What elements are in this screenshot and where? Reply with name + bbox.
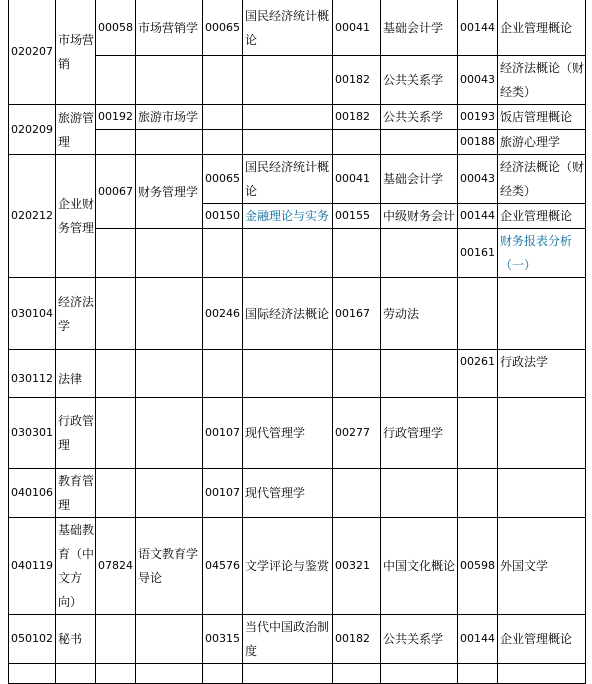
course-code: 00065 <box>203 0 243 56</box>
empty-cell <box>136 130 203 155</box>
course-code: 00043 <box>458 155 498 204</box>
table-row <box>9 664 586 684</box>
empty-cell <box>381 130 458 155</box>
table-row <box>9 56 586 105</box>
course-name: 国民经济统计概论 <box>243 155 333 204</box>
table-row <box>9 130 586 155</box>
course-link[interactable]: 金融理论与实务 <box>243 204 333 229</box>
major-code: 030301 <box>9 398 56 469</box>
major-name: 教育管理 <box>56 469 96 518</box>
empty-cell <box>381 350 458 398</box>
empty-cell <box>333 469 381 518</box>
course-code: 00182 <box>333 105 381 130</box>
empty-cell <box>333 664 381 684</box>
empty-cell <box>333 130 381 155</box>
empty-cell <box>96 615 136 664</box>
empty-cell <box>96 229 136 278</box>
course-code: 00041 <box>333 155 381 204</box>
empty-cell <box>498 469 586 518</box>
empty-cell <box>243 105 333 130</box>
table-row <box>9 105 586 130</box>
course-name: 基础会计学 <box>381 155 458 204</box>
course-name: 现代管理学 <box>243 398 333 469</box>
course-code: 00144 <box>458 0 498 56</box>
course-name: 外国文学 <box>498 518 586 615</box>
course-code: 00167 <box>333 278 381 350</box>
course-code: 00188 <box>458 130 498 155</box>
empty-cell <box>136 56 203 105</box>
course-name: 现代管理学 <box>243 469 333 518</box>
empty-cell <box>458 469 498 518</box>
course-name: 当代中国政治制度 <box>243 615 333 664</box>
empty-cell <box>203 130 243 155</box>
empty-cell <box>381 229 458 278</box>
course-code: 00041 <box>333 0 381 56</box>
empty-cell <box>381 664 458 684</box>
table-row <box>9 229 586 278</box>
major-code: 020212 <box>9 155 56 278</box>
major-name: 基础教育（中文方向） <box>56 518 96 615</box>
course-name: 行政法学 <box>498 350 586 398</box>
course-name: 旅游市场学 <box>136 105 203 130</box>
empty-cell <box>56 664 96 684</box>
course-name: 经济法概论（财经类） <box>498 56 586 105</box>
course-name: 旅游心理学 <box>498 130 586 155</box>
empty-cell <box>136 350 203 398</box>
course-name: 公共关系学 <box>381 105 458 130</box>
table-row <box>9 0 586 56</box>
table-row <box>9 350 586 398</box>
empty-cell <box>498 664 586 684</box>
course-code: 00144 <box>458 204 498 229</box>
course-code: 00043 <box>458 56 498 105</box>
empty-cell <box>96 350 136 398</box>
empty-cell <box>96 278 136 350</box>
empty-cell <box>458 664 498 684</box>
course-code: 00261 <box>458 350 498 398</box>
empty-cell <box>136 398 203 469</box>
course-name: 国际经济法概论 <box>243 278 333 350</box>
course-name: 中国文化概论 <box>381 518 458 615</box>
empty-cell <box>96 469 136 518</box>
course-name: 语文教育学导论 <box>136 518 203 615</box>
empty-cell <box>333 229 381 278</box>
course-name: 公共关系学 <box>381 615 458 664</box>
empty-cell <box>243 56 333 105</box>
course-link[interactable]: 财务报表分析（一） <box>498 229 586 278</box>
empty-cell <box>203 229 243 278</box>
course-code: 00067 <box>96 155 136 229</box>
empty-cell <box>9 664 56 684</box>
empty-cell <box>243 229 333 278</box>
empty-cell <box>136 278 203 350</box>
major-code: 030104 <box>9 278 56 350</box>
major-code: 020207 <box>9 0 56 105</box>
course-name: 国民经济统计概论 <box>243 0 333 56</box>
empty-cell <box>243 664 333 684</box>
major-code: 040119 <box>9 518 56 615</box>
course-code: 00598 <box>458 518 498 615</box>
empty-cell <box>333 350 381 398</box>
course-code: 00321 <box>333 518 381 615</box>
empty-cell <box>498 278 586 350</box>
empty-cell <box>203 350 243 398</box>
empty-cell <box>243 350 333 398</box>
course-code: 04576 <box>203 518 243 615</box>
course-code: 07824 <box>96 518 136 615</box>
course-code: 00107 <box>203 469 243 518</box>
empty-cell <box>96 130 136 155</box>
empty-cell <box>203 56 243 105</box>
course-name: 中级财务会计 <box>381 204 458 229</box>
empty-cell <box>243 130 333 155</box>
empty-cell <box>203 105 243 130</box>
table-row <box>9 398 586 469</box>
empty-cell <box>136 469 203 518</box>
major-name: 法律 <box>56 350 96 398</box>
table-row <box>9 469 586 518</box>
course-code: 00107 <box>203 398 243 469</box>
major-code: 020209 <box>9 105 56 155</box>
major-name: 秘书 <box>56 615 96 664</box>
course-name: 经济法概论（财经类） <box>498 155 586 204</box>
course-code: 00065 <box>203 155 243 204</box>
major-name: 行政管理 <box>56 398 96 469</box>
course-name: 基础会计学 <box>381 0 458 56</box>
course-code: 00144 <box>458 615 498 664</box>
empty-cell <box>136 615 203 664</box>
course-name: 公共关系学 <box>381 56 458 105</box>
course-code: 00058 <box>96 0 136 56</box>
course-name: 财务管理学 <box>136 155 203 229</box>
empty-cell <box>96 56 136 105</box>
course-code: 00182 <box>333 56 381 105</box>
exam-schedule-table-wrapper <box>8 0 586 684</box>
major-code: 050102 <box>9 615 56 664</box>
course-code: 00315 <box>203 615 243 664</box>
course-name: 市场营销学 <box>136 0 203 56</box>
empty-cell <box>498 398 586 469</box>
course-code: 00277 <box>333 398 381 469</box>
table-row <box>9 278 586 350</box>
major-name: 企业财务管理 <box>56 155 96 278</box>
table-row <box>9 615 586 664</box>
course-code: 00155 <box>333 204 381 229</box>
empty-cell <box>136 664 203 684</box>
empty-cell <box>136 229 203 278</box>
exam-schedule-table <box>8 0 586 684</box>
major-name: 旅游管理 <box>56 105 96 155</box>
course-code: 00161 <box>458 229 498 278</box>
course-name: 企业管理概论 <box>498 0 586 56</box>
major-code: 030112 <box>9 350 56 398</box>
course-code: 00246 <box>203 278 243 350</box>
course-name: 行政管理学 <box>381 398 458 469</box>
course-name: 文学评论与鉴赏 <box>243 518 333 615</box>
course-name: 企业管理概论 <box>498 204 586 229</box>
course-name: 饭店管理概论 <box>498 105 586 130</box>
course-code: 00182 <box>333 615 381 664</box>
course-name: 劳动法 <box>381 278 458 350</box>
course-code: 00150 <box>203 204 243 229</box>
course-code: 00193 <box>458 105 498 130</box>
empty-cell <box>458 398 498 469</box>
empty-cell <box>458 278 498 350</box>
major-name: 经济法学 <box>56 278 96 350</box>
empty-cell <box>96 664 136 684</box>
table-row <box>9 518 586 615</box>
empty-cell <box>96 398 136 469</box>
empty-cell <box>381 469 458 518</box>
major-name: 市场营销 <box>56 0 96 105</box>
course-name: 企业管理概论 <box>498 615 586 664</box>
empty-cell <box>203 664 243 684</box>
course-code: 00192 <box>96 105 136 130</box>
table-row <box>9 155 586 204</box>
major-code: 040106 <box>9 469 56 518</box>
